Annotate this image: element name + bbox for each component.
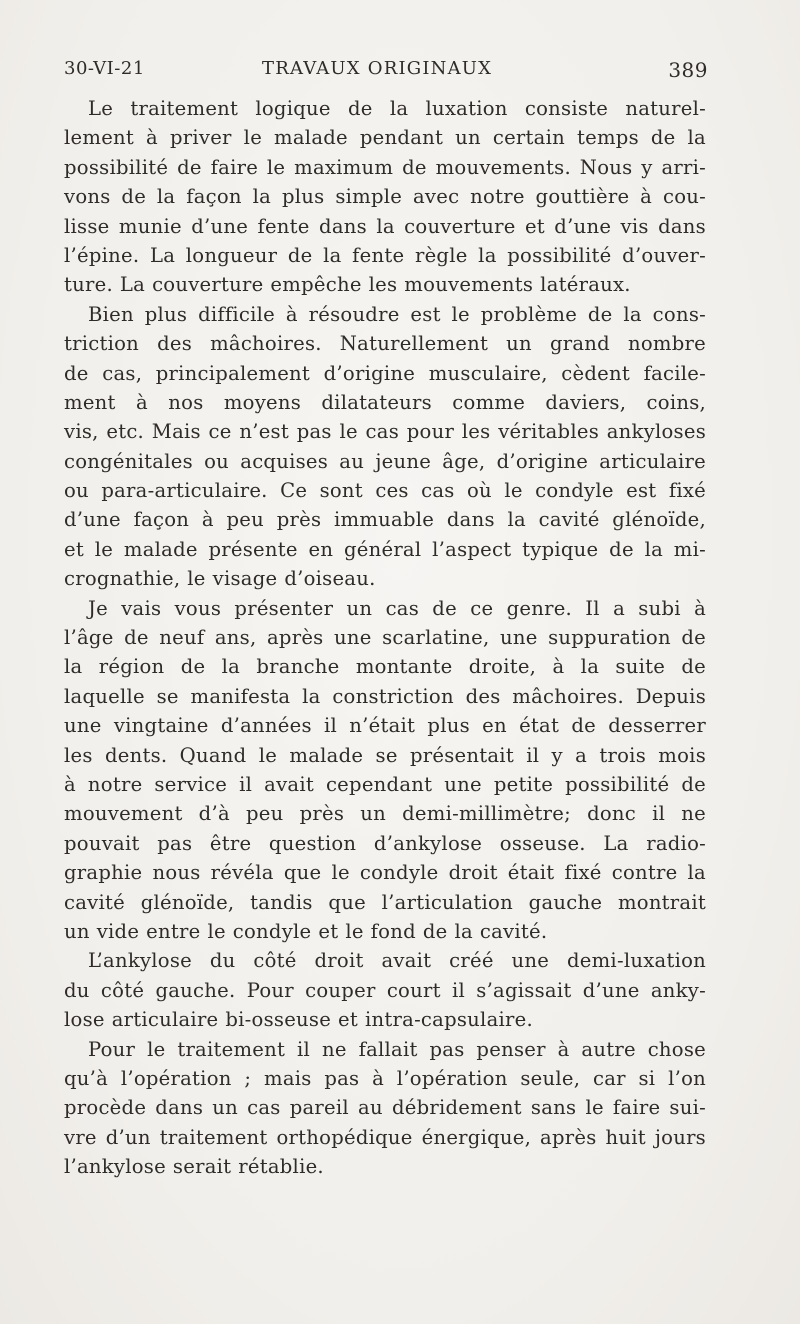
text-line: une vingtaine d’années il n’était plus en état de desserrer [64, 714, 706, 738]
text-line: laquelle se manifesta la constriction des mâchoires. Depuis [64, 684, 706, 708]
text-line: Je vais vous présenter un cas de ce genre. Il a subi à [88, 596, 706, 620]
text-line: triction des mâchoires. Naturellement un grand nombre [64, 332, 706, 356]
text-line: procède dans un cas pareil au débridement sans le faire sui- [64, 1096, 706, 1120]
text-line: Bien plus difficile à résoudre est le problème de la cons- [88, 302, 706, 326]
text-line: de cas, principalement d’origine musculaire, cèdent facile- [64, 361, 706, 385]
text-line: lose articulaire bi-osseuse et intra-capsulaire. [64, 1008, 533, 1032]
text-line: à notre service il avait cependant une petite possibilité de [64, 772, 706, 796]
text-line: ture. La couverture empêche les mouvements latéraux. [64, 273, 631, 297]
text-line: congénitales ou acquises au jeune âge, d’origine articulaire [64, 449, 706, 473]
running-head [64, 58, 708, 88]
text-line: vons de la façon la plus simple avec notre gouttière à cou- [64, 185, 706, 209]
paragraph [64, 300, 706, 594]
text-line: qu’à l’opération ; mais pas à l’opération seule, car si l’on [64, 1066, 706, 1090]
text-line: possibilité de faire le maximum de mouvements. Nous y arri- [64, 155, 706, 179]
text-line: mouvement d’à peu près un demi-millimètre; donc il ne [64, 802, 706, 826]
text-line: un vide entre le condyle et le fond de la cavité. [64, 919, 548, 943]
text-line: crognathie, le visage d’oiseau. [64, 567, 376, 591]
text-line: et le malade présente en général l’aspect typique de la mi- [64, 537, 706, 561]
text-line: du côté gauche. Pour couper court il s’agissait d’une anky- [64, 978, 706, 1002]
body-text [64, 94, 706, 1181]
paragraph [64, 1035, 706, 1182]
text-line: ou para-articulaire. Ce sont ces cas où le condyle est fixé [64, 479, 706, 503]
text-line: la région de la branche montante droite, à la suite de [64, 655, 706, 679]
text-line: ment à nos moyens dilatateurs comme daviers, coins, [64, 390, 706, 414]
header-date: 30-VI-21 [64, 58, 145, 79]
text-line: les dents. Quand le malade se présentait il y a trois mois [64, 743, 706, 767]
text-line: vre d’un traitement orthopédique énergique, après huit jours [64, 1125, 706, 1149]
paragraph [64, 594, 706, 947]
text-line: lisse munie d’une fente dans la couverture et d’une vis dans [64, 214, 706, 238]
text-line: cavité glénoïde, tandis que l’articulation gauche montrait [64, 890, 706, 914]
paragraph [64, 94, 706, 300]
text-line: lement à priver le malade pendant un certain temps de la [64, 126, 706, 150]
text-line: l’âge de neuf ans, après une scarlatine, une suppuration de [64, 626, 706, 650]
text-line: graphie nous révéla que le condyle droit était fixé contre la [64, 861, 706, 885]
text-line: l’épine. La longueur de la fente règle la possibilité d’ouver- [64, 243, 706, 267]
text-line: pouvait pas être question d’ankylose osseuse. La radio- [64, 831, 706, 855]
text-line: Pour le traitement il ne fallait pas penser à autre chose [88, 1037, 706, 1061]
text-line: L’ankylose du côté droit avait créé une demi-luxation [88, 949, 706, 973]
page-number: 389 [668, 58, 708, 82]
text-line: d’une façon à peu près immuable dans la cavité glénoïde, [64, 508, 706, 532]
text-line: vis, etc. Mais ce n’est pas le cas pour les véritables ankyloses [64, 420, 706, 444]
paragraph [64, 946, 706, 1034]
text-line: Le traitement logique de la luxation consiste naturel- [88, 97, 706, 120]
text-line: l’ankylose serait rétablie. [64, 1155, 324, 1179]
header-section-title: TRAVAUX ORIGINAUX [262, 58, 493, 79]
